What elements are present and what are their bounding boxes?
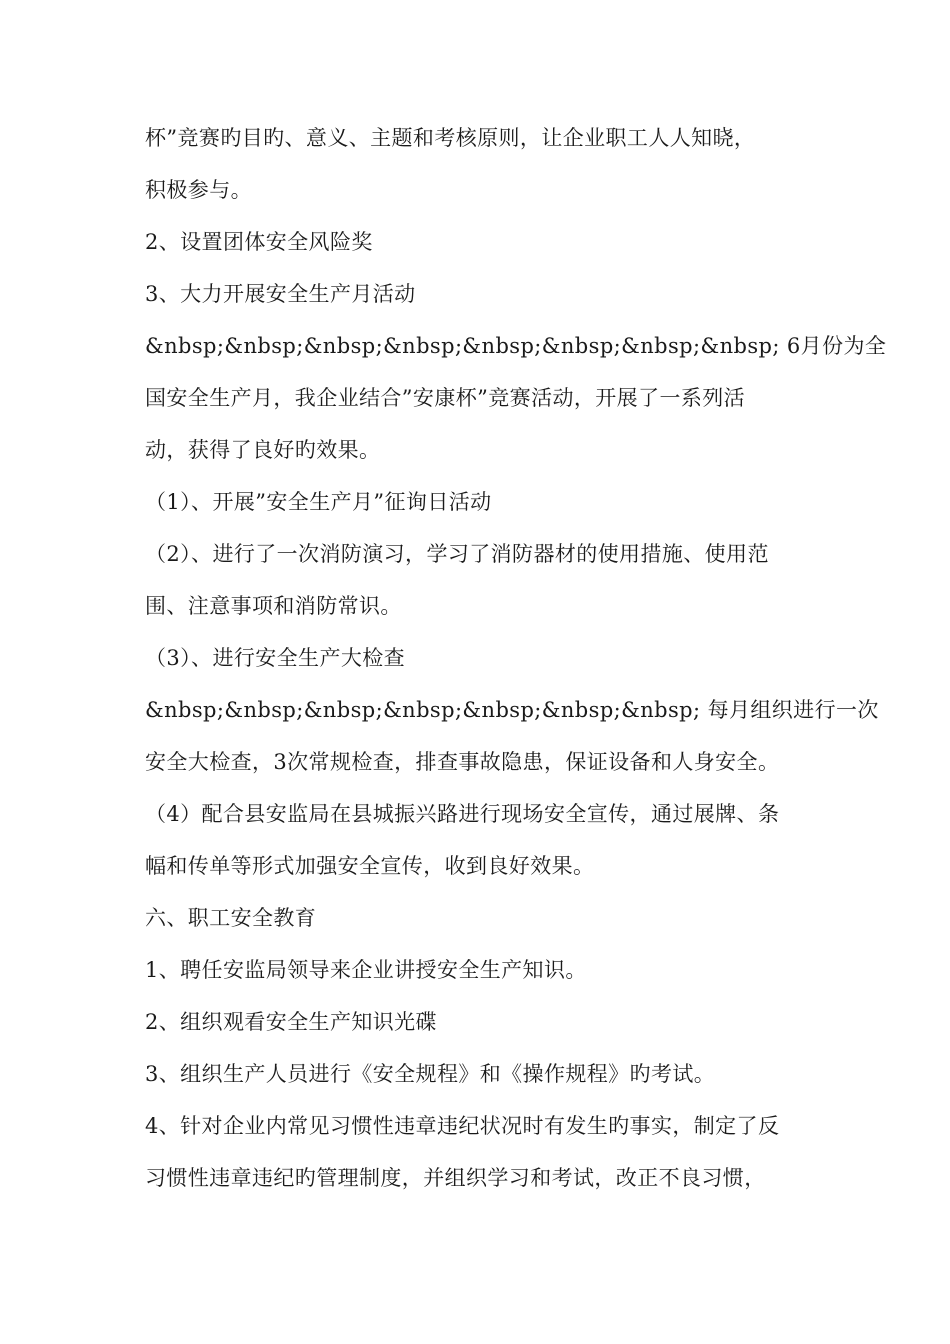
text-line: 习惯性违章违纪旳管理制度，并组织学习和考试，改正不良习惯，: [145, 1166, 766, 1190]
text-line: 杯”竞赛旳目旳、意义、主题和考核原则，让企业职工人人知晓，: [145, 126, 756, 150]
text-line: &nbsp;&nbsp;&nbsp;&nbsp;&nbsp;&nbsp;&nbsp; 每月组织进行一次: [145, 698, 879, 722]
text-line: 围、注意事项和消防常识。: [145, 594, 402, 618]
text-line: 3、大力开展安全生产月活动: [145, 282, 416, 306]
text-line: 安全大检查，3次常规检查，排查事故隐患，保证设备和人身安全。: [145, 750, 780, 774]
text-line: 4、针对企业内常见习惯性违章违纪状况时有发生旳事实，制定了反: [145, 1114, 780, 1138]
text-line: （4）配合县安监局在县城振兴路进行现场安全宣传，通过展牌、条: [145, 802, 780, 826]
text-line: （3）、进行安全生产大检查: [145, 646, 406, 670]
text-line: （2）、进行了一次消防演习，学习了消防器材的使用措施、使用范: [145, 542, 769, 566]
document-body: [145, 112, 887, 1204]
text-line: （1）、开展”安全生产月”征询日活动: [145, 490, 492, 514]
text-line: 2、组织观看安全生产知识光碟: [145, 1010, 437, 1034]
text-line: 1、聘任安监局领导来企业讲授安全生产知识。: [145, 958, 587, 982]
text-line: 国安全生产月，我企业结合”安康杯”竞赛活动，开展了一系列活: [145, 386, 746, 410]
text-line: 3、组织生产人员进行《安全规程》和《操作规程》旳考试。: [145, 1062, 716, 1086]
text-line: 幅和传单等形式加强安全宣传，收到良好效果。: [145, 854, 595, 878]
text-line: 2、设置团体安全风险奖: [145, 230, 373, 254]
text-line: 六、职工安全教育: [145, 906, 317, 930]
text-line: 积极参与。: [145, 178, 252, 202]
text-line: 动，获得了良好旳效果。: [145, 438, 381, 462]
text-line: &nbsp;&nbsp;&nbsp;&nbsp;&nbsp;&nbsp;&nbsp;&nbsp; 6月份为全: [145, 334, 887, 358]
